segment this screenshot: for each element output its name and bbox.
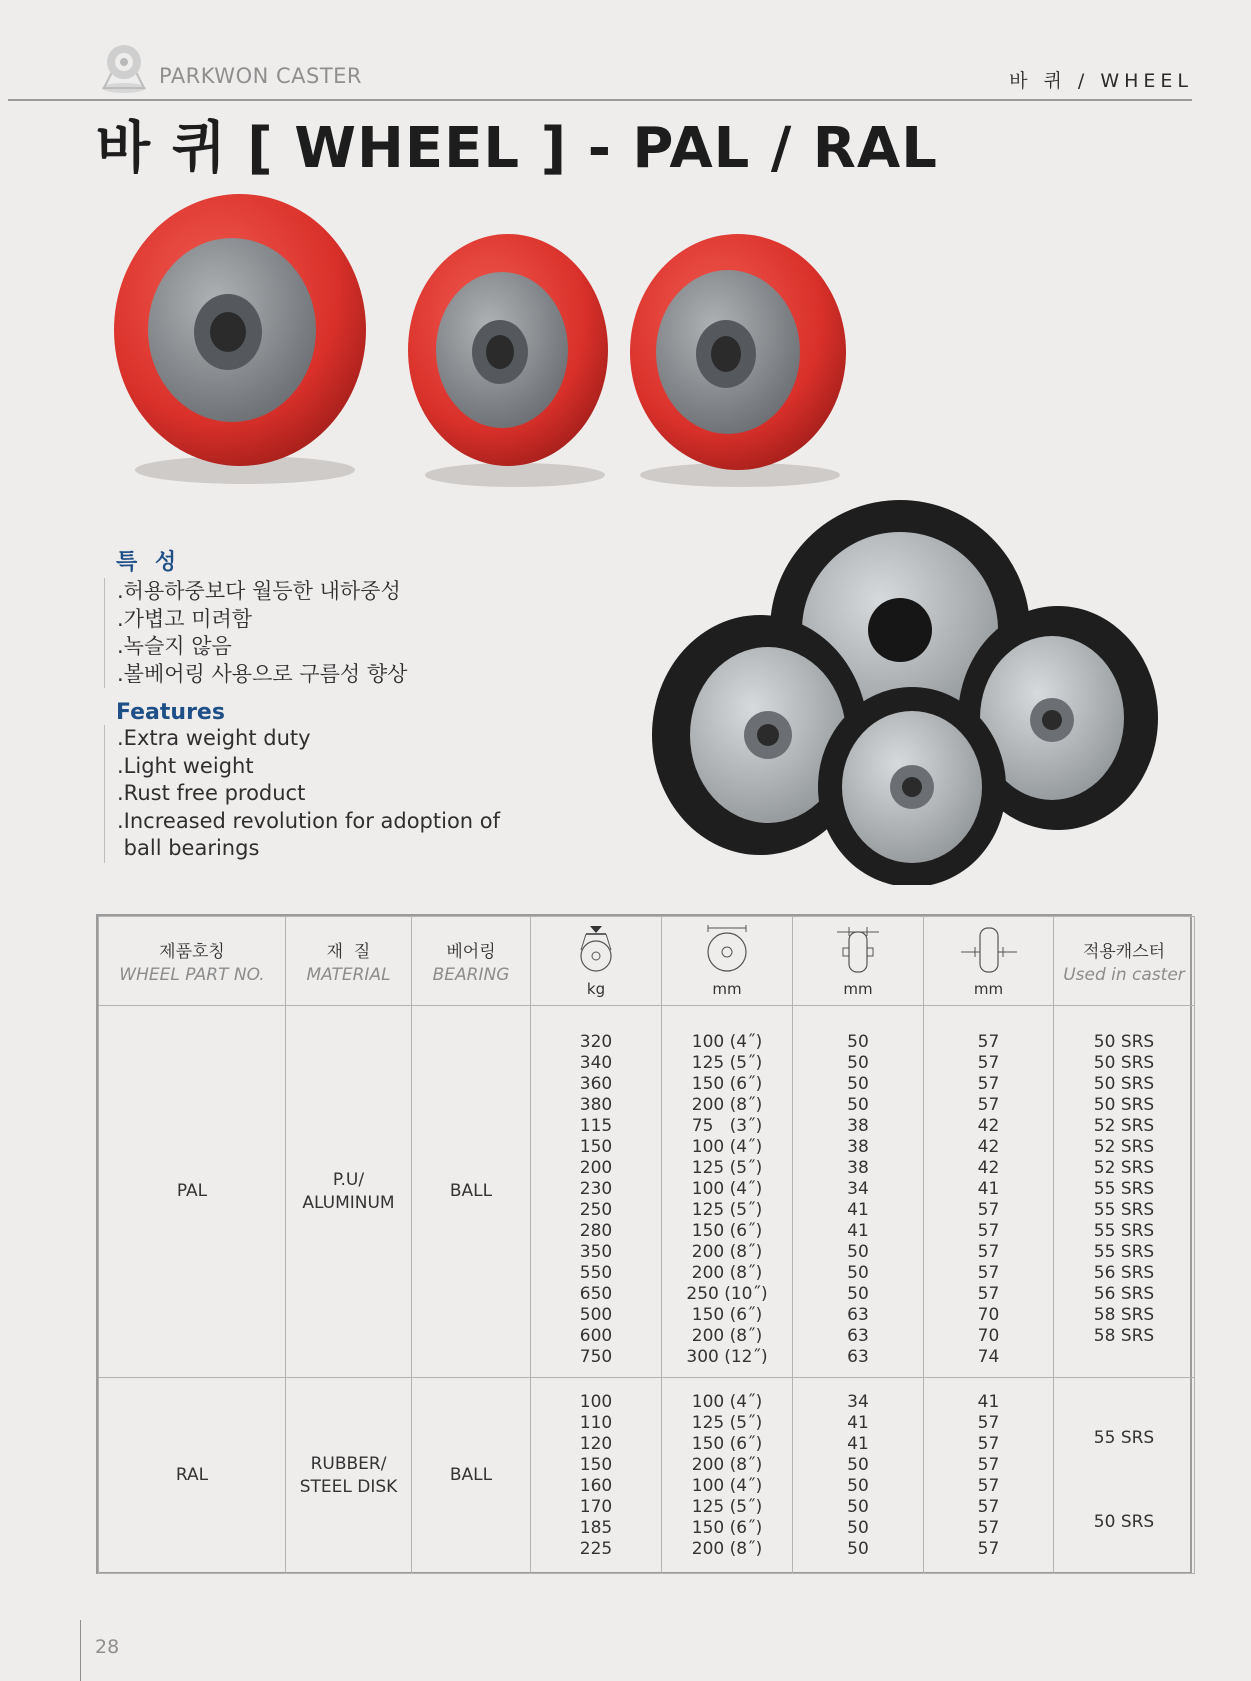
feature-ko-item: .가볍고 미려함 (117, 606, 253, 631)
ral-load-value: 225 (579, 1539, 613, 1559)
ral-load-value: 100 (579, 1392, 613, 1412)
col-hub-length: mm (924, 917, 1054, 1006)
pal-load-value: 280 (579, 1221, 613, 1241)
pal-caster-value: 52 SRS (1093, 1158, 1155, 1178)
pal-diameter-value: 100 (4˝) (691, 1137, 763, 1157)
table-row-pal (99, 1006, 1195, 1378)
ral-diameter-value: 125 (5˝) (691, 1413, 763, 1433)
ral-hub-list (924, 1378, 1054, 1574)
col-diameter: mm (662, 917, 793, 1006)
pal-hub-value: 70 (977, 1305, 1000, 1325)
pal-width-value: 50 (847, 1032, 869, 1052)
ral-width-value: 50 (847, 1476, 869, 1496)
table-row-ral (99, 1378, 1195, 1574)
pal-caster-value: 58 SRS (1093, 1326, 1155, 1346)
ral-bearing: BALL (412, 1378, 531, 1574)
feature-en-item: .Extra weight duty (117, 726, 311, 750)
pal-diameter-value: 150 (6˝) (691, 1221, 763, 1241)
pal-diameter-value: 200 (8˝) (691, 1242, 763, 1262)
pu-wheels-photo (110, 180, 860, 500)
pal-hub-value: 42 (977, 1158, 1000, 1178)
ral-material: RUBBER/ STEEL DISK (286, 1378, 412, 1574)
pal-hub-value: 57 (977, 1074, 1000, 1094)
col-load: kg (531, 917, 662, 1006)
pal-load-value: 340 (579, 1053, 613, 1073)
pal-hub-value: 57 (977, 1263, 1000, 1283)
pal-diameter-value: 200 (8˝) (691, 1263, 763, 1283)
pal-width-value: 50 (847, 1095, 869, 1115)
pal-hub-value: 57 (977, 1221, 1000, 1241)
pal-load-value: 650 (579, 1284, 613, 1304)
pal-load-value: 320 (579, 1032, 613, 1052)
pal-hub-value: 42 (977, 1137, 1000, 1157)
ral-load-list (531, 1378, 662, 1574)
pal-width-value: 38 (847, 1158, 869, 1178)
pal-caster-value: 52 SRS (1093, 1137, 1155, 1157)
pal-width-value: 63 (847, 1347, 869, 1367)
pal-diameter-value: 300 (12˝) (686, 1347, 768, 1367)
load-capacity-icon (576, 924, 616, 974)
rubber-wheels-photo (650, 500, 1170, 885)
features-en-heading: Features (116, 700, 225, 725)
ral-hub-value: 57 (977, 1413, 1000, 1433)
ral-hub-value: 57 (977, 1476, 1000, 1496)
pal-diameter-value: 125 (5˝) (691, 1053, 763, 1073)
feature-ko-item: .허용하중보다 월등한 내하중성 (117, 579, 401, 603)
pal-load-value: 600 (579, 1326, 613, 1346)
pal-part-no: PAL (99, 1006, 286, 1378)
pal-width-value: 50 (847, 1242, 869, 1262)
ral-diameter-list (662, 1378, 793, 1574)
ral-diameter-value: 150 (6˝) (691, 1434, 763, 1454)
pal-caster-value: 56 SRS (1093, 1284, 1155, 1304)
ral-diameter-value: 100 (4˝) (691, 1392, 763, 1412)
pal-width-list (793, 1006, 924, 1378)
ral-width-value: 50 (847, 1497, 869, 1517)
pal-caster-value: 50 SRS (1093, 1074, 1155, 1094)
pal-diameter-value: 150 (6˝) (691, 1305, 763, 1325)
pal-width-value: 38 (847, 1116, 869, 1136)
pal-diameter-value: 250 (10˝) (686, 1284, 768, 1304)
pal-diameter-value: 125 (5˝) (691, 1200, 763, 1220)
ral-caster-list (1054, 1378, 1195, 1574)
pal-width-value: 50 (847, 1284, 869, 1304)
ral-load-value: 150 (579, 1455, 613, 1475)
pu-wheel-large (114, 194, 366, 466)
pal-width-value: 63 (847, 1326, 869, 1346)
pu-wheel-medium (408, 234, 608, 466)
pal-caster-value: 55 SRS (1093, 1179, 1155, 1199)
pal-caster-value: 50 SRS (1093, 1032, 1155, 1052)
features-block (104, 545, 524, 863)
feature-en-item: ball bearings (117, 836, 260, 860)
ral-diameter-value: 125 (5˝) (691, 1497, 763, 1517)
spec-table (96, 914, 1192, 1574)
pal-load-value: 150 (579, 1137, 613, 1157)
ral-diameter-value: 100 (4˝) (691, 1476, 763, 1496)
pal-diameter-value: 200 (8˝) (691, 1326, 763, 1346)
ral-part-no: RAL (99, 1378, 286, 1574)
ral-diameter-value: 200 (8˝) (691, 1455, 763, 1475)
pal-hub-value: 57 (977, 1242, 1000, 1262)
pal-diameter-value: 100 (4˝) (691, 1032, 763, 1052)
feature-en-item: .Rust free product (117, 781, 306, 805)
pal-load-value: 200 (579, 1158, 613, 1178)
wheel-diameter-icon (702, 924, 752, 974)
pal-caster-value: 50 SRS (1093, 1095, 1155, 1115)
rubber-wheel-front (818, 687, 1006, 885)
pal-width-value: 50 (847, 1053, 869, 1073)
pal-diameter-value: 75 (3˝) (691, 1116, 763, 1136)
pal-diameter-value: 125 (5˝) (691, 1158, 763, 1178)
pal-hub-list (924, 1006, 1054, 1378)
pal-bearing: BALL (412, 1006, 531, 1378)
pal-diameter-value: 150 (6˝) (691, 1074, 763, 1094)
pal-hub-value: 57 (977, 1053, 1000, 1073)
section-label: 바 퀴 / WHEEL (1009, 70, 1193, 92)
pal-width-value: 38 (847, 1137, 869, 1157)
pal-width-value: 50 (847, 1074, 869, 1094)
feature-ko-item: .볼베어링 사용으로 구름성 향상 (117, 661, 408, 686)
ral-hub-value: 57 (977, 1518, 1000, 1538)
ral-width-value: 50 (847, 1539, 869, 1559)
pal-load-list (531, 1006, 662, 1378)
tread-width-icon (833, 924, 883, 974)
pal-load-value: 360 (579, 1074, 613, 1094)
pal-load-value: 250 (579, 1200, 613, 1220)
pal-diameter-value: 100 (4˝) (691, 1179, 763, 1199)
brand-name: PARKWON CASTER (159, 64, 363, 88)
ral-width-list (793, 1378, 924, 1574)
ral-width-value: 34 (847, 1392, 869, 1412)
pal-load-value: 500 (579, 1305, 613, 1325)
pal-hub-value: 41 (977, 1179, 1000, 1199)
col-bearing: 베어링 BEARING (412, 917, 531, 1006)
pal-width-value: 50 (847, 1263, 869, 1283)
features-en-list (104, 725, 524, 863)
ral-load-value: 160 (579, 1476, 613, 1496)
features-ko-list (104, 578, 524, 688)
ral-hub-value: 57 (977, 1539, 1000, 1559)
ral-width-value: 50 (847, 1518, 869, 1538)
ral-load-value: 170 (579, 1497, 613, 1517)
pal-hub-value: 57 (977, 1200, 1000, 1220)
pal-hub-value: 70 (977, 1326, 1000, 1346)
page-title: 바 퀴 [ WHEEL ] - PAL / RAL (96, 116, 938, 181)
col-part-no: 제품호칭 WHEEL PART NO. (99, 917, 286, 1006)
ral-load-value: 110 (579, 1413, 613, 1433)
caster-logo-icon (96, 42, 152, 94)
ral-hub-value: 41 (977, 1392, 1000, 1412)
pal-hub-value: 57 (977, 1284, 1000, 1304)
pal-caster-value: 55 SRS (1093, 1221, 1155, 1241)
ral-width-value: 41 (847, 1413, 869, 1433)
pal-caster-value: 55 SRS (1093, 1242, 1155, 1262)
hub-length-icon (959, 924, 1019, 974)
pal-diameter-list (662, 1006, 793, 1378)
ral-diameter-value: 150 (6˝) (691, 1518, 763, 1538)
col-used-in-caster: 적용캐스터 Used in caster (1054, 917, 1195, 1006)
pal-material: P.U/ ALUMINUM (286, 1006, 412, 1378)
pal-caster-value: 50 SRS (1093, 1053, 1155, 1073)
pal-load-value: 750 (579, 1347, 613, 1367)
pal-caster-value: 52 SRS (1093, 1116, 1155, 1136)
feature-en-item: .Light weight (117, 753, 254, 778)
pal-width-value: 34 (847, 1179, 869, 1199)
pal-load-value: 230 (579, 1179, 613, 1199)
page-number: 28 (95, 1636, 120, 1658)
pal-width-value: 41 (847, 1200, 869, 1220)
ral-diameter-value: 200 (8˝) (691, 1539, 763, 1559)
ral-width-value: 41 (847, 1434, 869, 1454)
ral-width-value: 50 (847, 1455, 869, 1475)
col-tread-width: mm (793, 917, 924, 1006)
pal-load-value: 115 (579, 1116, 613, 1136)
ral-caster-value: 55 SRS (1093, 1428, 1155, 1448)
pal-caster-value: 58 SRS (1093, 1305, 1155, 1325)
pal-caster-value: 56 SRS (1093, 1263, 1155, 1283)
pal-hub-value: 57 (977, 1032, 1000, 1052)
ral-load-value: 185 (579, 1518, 613, 1538)
pal-caster-value: 55 SRS (1093, 1200, 1155, 1220)
pu-wheel-small (630, 234, 846, 470)
page-number-bar (80, 1620, 81, 1681)
header-rule (8, 99, 1192, 101)
pal-load-value: 350 (579, 1242, 613, 1262)
pal-caster-list (1054, 1006, 1195, 1378)
pal-hub-value: 57 (977, 1095, 1000, 1115)
ral-caster-value: 50 SRS (1093, 1512, 1155, 1532)
pal-width-value: 63 (847, 1305, 869, 1325)
ral-load-value: 120 (579, 1434, 613, 1454)
ral-hub-value: 57 (977, 1455, 1000, 1475)
feature-en-item: .Increased revolution for adoption of (117, 808, 501, 833)
pal-hub-value: 42 (977, 1116, 1000, 1136)
pal-load-value: 550 (579, 1263, 613, 1283)
pal-load-value: 380 (579, 1095, 613, 1115)
pal-width-value: 41 (847, 1221, 869, 1241)
pal-diameter-value: 200 (8˝) (691, 1095, 763, 1115)
feature-ko-item: .녹슬지 않음 (117, 634, 232, 658)
ral-hub-value: 57 (977, 1434, 1000, 1454)
col-material: 재 질 MATERIAL (286, 917, 412, 1006)
ral-hub-value: 57 (977, 1497, 1000, 1517)
pal-hub-value: 74 (977, 1347, 1000, 1367)
features-ko-heading: 특 성 (116, 550, 182, 575)
